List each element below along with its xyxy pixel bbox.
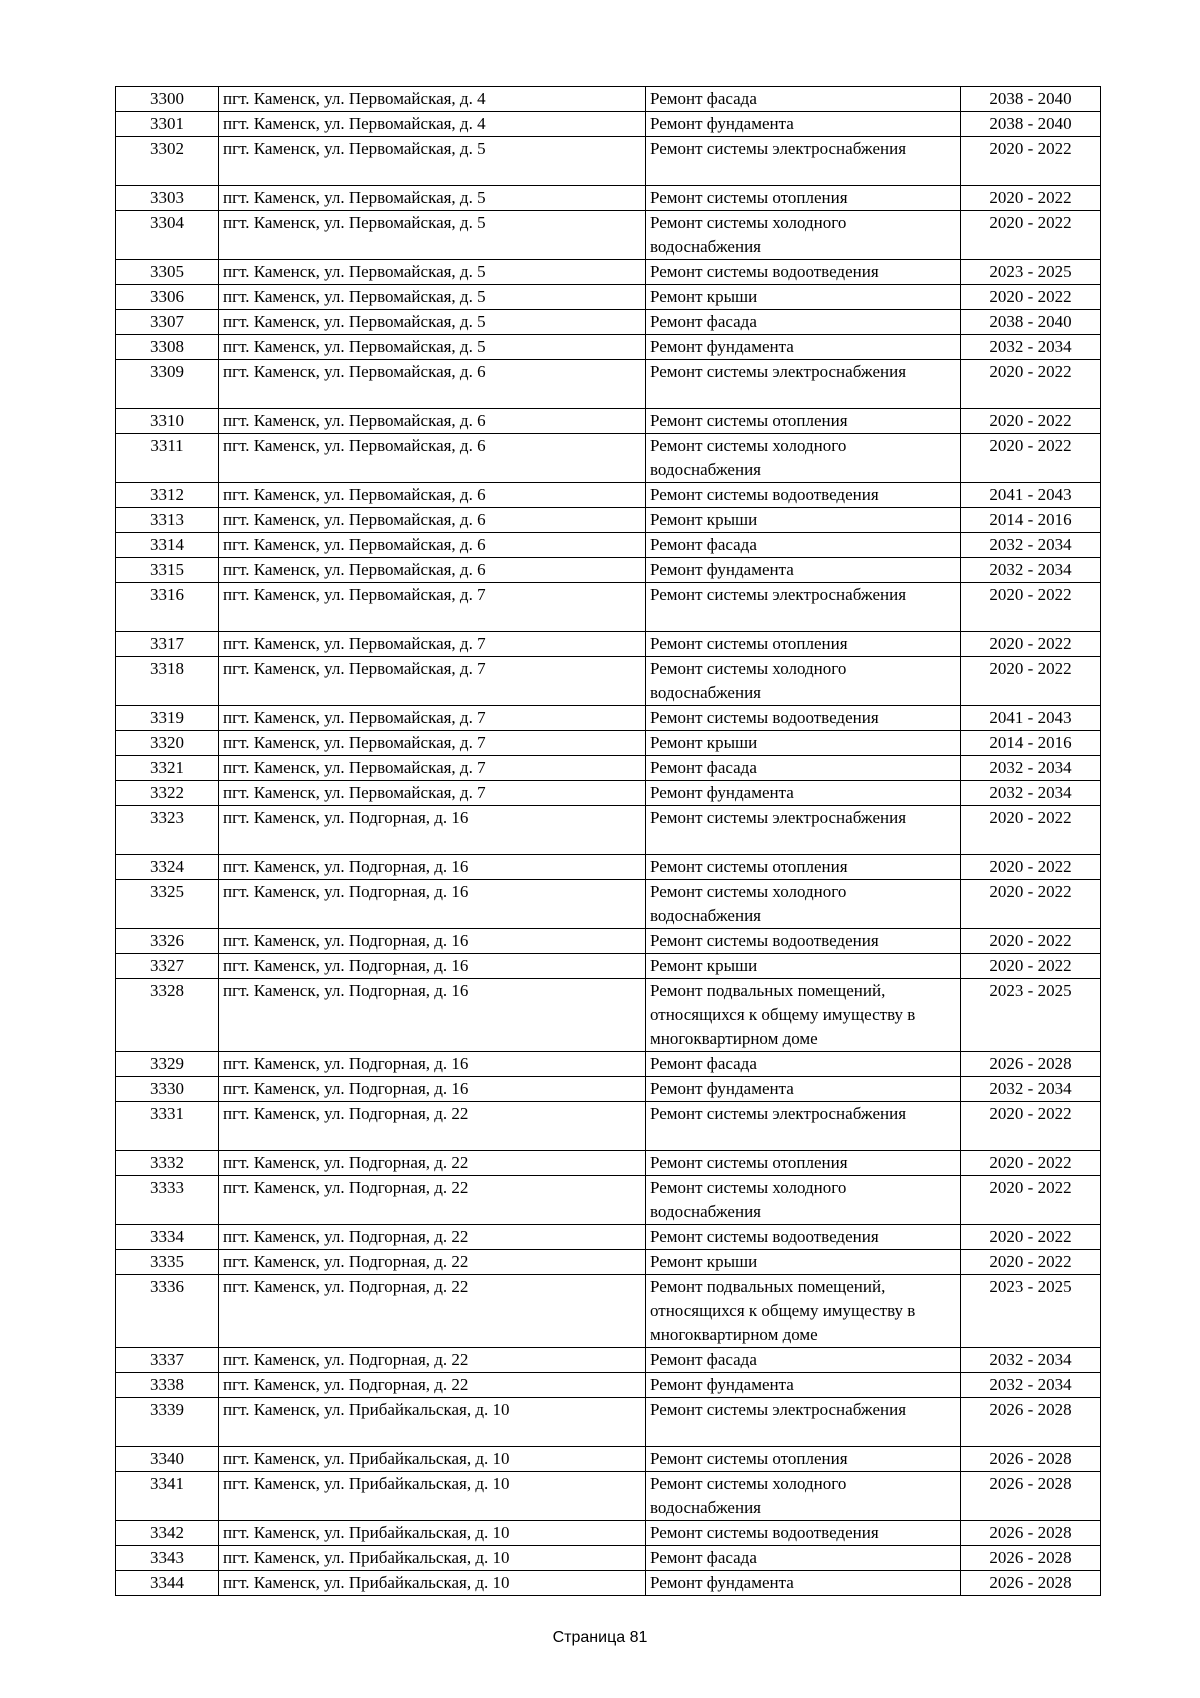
- table-row: [116, 335, 1101, 360]
- address-cell: пгт. Каменск, ул. Подгорная, д. 16: [219, 954, 646, 979]
- row-number-cell: 3320: [116, 731, 219, 756]
- row-number-cell: 3332: [116, 1151, 219, 1176]
- period-cell: 2020 - 2022: [961, 880, 1101, 929]
- work-type-cell: Ремонт системы отопления: [646, 186, 961, 211]
- period-cell: 2020 - 2022: [961, 186, 1101, 211]
- work-type-cell: Ремонт крыши: [646, 285, 961, 310]
- table-row: [116, 706, 1101, 731]
- address-cell: пгт. Каменск, ул. Первомайская, д. 5: [219, 186, 646, 211]
- work-type-cell: Ремонт системы холодного водоснабжения: [646, 1472, 961, 1521]
- address-cell: пгт. Каменск, ул. Первомайская, д. 6: [219, 483, 646, 508]
- address-cell: пгт. Каменск, ул. Подгорная, д. 22: [219, 1275, 646, 1348]
- repair-schedule-table: [115, 86, 1101, 1596]
- row-number-cell: 3323: [116, 806, 219, 855]
- work-type-cell: Ремонт фундамента: [646, 1571, 961, 1596]
- row-number-cell: 3342: [116, 1521, 219, 1546]
- work-type-cell: Ремонт системы отопления: [646, 409, 961, 434]
- row-number-cell: 3340: [116, 1447, 219, 1472]
- row-number-cell: 3307: [116, 310, 219, 335]
- table-row: [116, 1447, 1101, 1472]
- work-type-cell: Ремонт системы водоотведения: [646, 1521, 961, 1546]
- table-row: [116, 533, 1101, 558]
- table-row: [116, 1225, 1101, 1250]
- work-type-cell: Ремонт системы отопления: [646, 1447, 961, 1472]
- row-number-cell: 3300: [116, 87, 219, 112]
- table-row: [116, 1052, 1101, 1077]
- work-type-cell: Ремонт системы электроснабжения: [646, 1398, 961, 1447]
- address-cell: пгт. Каменск, ул. Подгорная, д. 16: [219, 855, 646, 880]
- address-cell: пгт. Каменск, ул. Первомайская, д. 6: [219, 409, 646, 434]
- table-row: [116, 1176, 1101, 1225]
- row-number-cell: 3316: [116, 583, 219, 632]
- row-number-cell: 3336: [116, 1275, 219, 1348]
- period-cell: 2032 - 2034: [961, 781, 1101, 806]
- table-row: [116, 1275, 1101, 1348]
- work-type-cell: Ремонт фасада: [646, 1052, 961, 1077]
- work-type-cell: Ремонт системы электроснабжения: [646, 806, 961, 855]
- address-cell: пгт. Каменск, ул. Первомайская, д. 6: [219, 533, 646, 558]
- table-row: [116, 583, 1101, 632]
- work-type-cell: Ремонт системы холодного водоснабжения: [646, 434, 961, 483]
- work-type-cell: Ремонт системы водоотведения: [646, 706, 961, 731]
- work-type-cell: Ремонт крыши: [646, 954, 961, 979]
- period-cell: 2020 - 2022: [961, 1102, 1101, 1151]
- row-number-cell: 3328: [116, 979, 219, 1052]
- work-type-cell: Ремонт системы отопления: [646, 855, 961, 880]
- work-type-cell: Ремонт системы водоотведения: [646, 1225, 961, 1250]
- period-cell: 2020 - 2022: [961, 954, 1101, 979]
- period-cell: 2020 - 2022: [961, 211, 1101, 260]
- row-number-cell: 3339: [116, 1398, 219, 1447]
- address-cell: пгт. Каменск, ул. Первомайская, д. 5: [219, 260, 646, 285]
- period-cell: 2020 - 2022: [961, 1250, 1101, 1275]
- table-row: [116, 310, 1101, 335]
- period-cell: 2032 - 2034: [961, 558, 1101, 583]
- address-cell: пгт. Каменск, ул. Первомайская, д. 5: [219, 335, 646, 360]
- address-cell: пгт. Каменск, ул. Первомайская, д. 4: [219, 87, 646, 112]
- row-number-cell: 3311: [116, 434, 219, 483]
- address-cell: пгт. Каменск, ул. Первомайская, д. 5: [219, 137, 646, 186]
- period-cell: 2020 - 2022: [961, 855, 1101, 880]
- row-number-cell: 3337: [116, 1348, 219, 1373]
- work-type-cell: Ремонт системы электроснабжения: [646, 360, 961, 409]
- address-cell: пгт. Каменск, ул. Первомайская, д. 7: [219, 632, 646, 657]
- table-row: [116, 1398, 1101, 1447]
- table-row: [116, 360, 1101, 409]
- work-type-cell: Ремонт системы водоотведения: [646, 483, 961, 508]
- address-cell: пгт. Каменск, ул. Подгорная, д. 22: [219, 1151, 646, 1176]
- address-cell: пгт. Каменск, ул. Первомайская, д. 6: [219, 558, 646, 583]
- address-cell: пгт. Каменск, ул. Первомайская, д. 7: [219, 781, 646, 806]
- address-cell: пгт. Каменск, ул. Первомайская, д. 4: [219, 112, 646, 137]
- table-row: [116, 1546, 1101, 1571]
- table-row: [116, 483, 1101, 508]
- table-row: [116, 1151, 1101, 1176]
- work-type-cell: Ремонт фундамента: [646, 1373, 961, 1398]
- period-cell: 2026 - 2028: [961, 1398, 1101, 1447]
- work-type-cell: Ремонт фасада: [646, 1546, 961, 1571]
- address-cell: пгт. Каменск, ул. Первомайская, д. 7: [219, 731, 646, 756]
- row-number-cell: 3324: [116, 855, 219, 880]
- address-cell: пгт. Каменск, ул. Прибайкальская, д. 10: [219, 1521, 646, 1546]
- work-type-cell: Ремонт системы отопления: [646, 632, 961, 657]
- work-type-cell: Ремонт фундамента: [646, 781, 961, 806]
- work-type-cell: Ремонт системы холодного водоснабжения: [646, 1176, 961, 1225]
- address-cell: пгт. Каменск, ул. Подгорная, д. 22: [219, 1176, 646, 1225]
- address-cell: пгт. Каменск, ул. Подгорная, д. 22: [219, 1348, 646, 1373]
- work-type-cell: Ремонт фундамента: [646, 112, 961, 137]
- period-cell: 2020 - 2022: [961, 285, 1101, 310]
- period-cell: 2023 - 2025: [961, 260, 1101, 285]
- period-cell: 2020 - 2022: [961, 632, 1101, 657]
- table-row: [116, 1472, 1101, 1521]
- row-number-cell: 3343: [116, 1546, 219, 1571]
- address-cell: пгт. Каменск, ул. Первомайская, д. 5: [219, 285, 646, 310]
- work-type-cell: Ремонт системы холодного водоснабжения: [646, 211, 961, 260]
- table-row: [116, 1571, 1101, 1596]
- address-cell: пгт. Каменск, ул. Прибайкальская, д. 10: [219, 1472, 646, 1521]
- table-row: [116, 632, 1101, 657]
- period-cell: 2014 - 2016: [961, 508, 1101, 533]
- table-row: [116, 1077, 1101, 1102]
- work-type-cell: Ремонт системы электроснабжения: [646, 1102, 961, 1151]
- table-row: [116, 929, 1101, 954]
- table-row: [116, 285, 1101, 310]
- address-cell: пгт. Каменск, ул. Подгорная, д. 16: [219, 1077, 646, 1102]
- table-row: [116, 434, 1101, 483]
- work-type-cell: Ремонт фундамента: [646, 558, 961, 583]
- work-type-cell: Ремонт системы электроснабжения: [646, 583, 961, 632]
- row-number-cell: 3315: [116, 558, 219, 583]
- period-cell: 2023 - 2025: [961, 1275, 1101, 1348]
- row-number-cell: 3325: [116, 880, 219, 929]
- row-number-cell: 3303: [116, 186, 219, 211]
- table-row: [116, 880, 1101, 929]
- period-cell: 2026 - 2028: [961, 1052, 1101, 1077]
- row-number-cell: 3310: [116, 409, 219, 434]
- period-cell: 2020 - 2022: [961, 409, 1101, 434]
- table-row: [116, 211, 1101, 260]
- table-row: [116, 781, 1101, 806]
- table-row: [116, 954, 1101, 979]
- period-cell: 2041 - 2043: [961, 706, 1101, 731]
- table-row: [116, 1521, 1101, 1546]
- address-cell: пгт. Каменск, ул. Подгорная, д. 22: [219, 1373, 646, 1398]
- period-cell: 2032 - 2034: [961, 335, 1101, 360]
- period-cell: 2026 - 2028: [961, 1447, 1101, 1472]
- address-cell: пгт. Каменск, ул. Подгорная, д. 22: [219, 1102, 646, 1151]
- address-cell: пгт. Каменск, ул. Подгорная, д. 16: [219, 929, 646, 954]
- period-cell: 2026 - 2028: [961, 1571, 1101, 1596]
- row-number-cell: 3318: [116, 657, 219, 706]
- row-number-cell: 3302: [116, 137, 219, 186]
- row-number-cell: 3322: [116, 781, 219, 806]
- address-cell: пгт. Каменск, ул. Первомайская, д. 5: [219, 310, 646, 335]
- page-number: Страница 81: [552, 1629, 648, 1646]
- address-cell: пгт. Каменск, ул. Прибайкальская, д. 10: [219, 1447, 646, 1472]
- row-number-cell: 3335: [116, 1250, 219, 1275]
- work-type-cell: Ремонт фасада: [646, 1348, 961, 1373]
- address-cell: пгт. Каменск, ул. Подгорная, д. 16: [219, 880, 646, 929]
- row-number-cell: 3321: [116, 756, 219, 781]
- period-cell: 2032 - 2034: [961, 1077, 1101, 1102]
- address-cell: пгт. Каменск, ул. Прибайкальская, д. 10: [219, 1546, 646, 1571]
- table-row: [116, 855, 1101, 880]
- row-number-cell: 3313: [116, 508, 219, 533]
- period-cell: 2026 - 2028: [961, 1546, 1101, 1571]
- row-number-cell: 3333: [116, 1176, 219, 1225]
- table-row: [116, 657, 1101, 706]
- address-cell: пгт. Каменск, ул. Первомайская, д. 6: [219, 508, 646, 533]
- table-row: [116, 756, 1101, 781]
- period-cell: 2032 - 2034: [961, 533, 1101, 558]
- address-cell: пгт. Каменск, ул. Первомайская, д. 7: [219, 756, 646, 781]
- address-cell: пгт. Каменск, ул. Первомайская, д. 7: [219, 583, 646, 632]
- period-cell: 2014 - 2016: [961, 731, 1101, 756]
- table-row: [116, 558, 1101, 583]
- row-number-cell: 3309: [116, 360, 219, 409]
- period-cell: 2023 - 2025: [961, 979, 1101, 1052]
- work-type-cell: Ремонт системы водоотведения: [646, 929, 961, 954]
- work-type-cell: Ремонт системы отопления: [646, 1151, 961, 1176]
- row-number-cell: 3327: [116, 954, 219, 979]
- row-number-cell: 3344: [116, 1571, 219, 1596]
- row-number-cell: 3301: [116, 112, 219, 137]
- address-cell: пгт. Каменск, ул. Прибайкальская, д. 10: [219, 1398, 646, 1447]
- period-cell: 2038 - 2040: [961, 87, 1101, 112]
- period-cell: 2020 - 2022: [961, 360, 1101, 409]
- address-cell: пгт. Каменск, ул. Первомайская, д. 6: [219, 360, 646, 409]
- period-cell: 2032 - 2034: [961, 1373, 1101, 1398]
- work-type-cell: Ремонт фасада: [646, 87, 961, 112]
- period-cell: 2041 - 2043: [961, 483, 1101, 508]
- row-number-cell: 3306: [116, 285, 219, 310]
- table-row: [116, 137, 1101, 186]
- address-cell: пгт. Каменск, ул. Первомайская, д. 7: [219, 706, 646, 731]
- work-type-cell: Ремонт системы холодного водоснабжения: [646, 657, 961, 706]
- period-cell: 2020 - 2022: [961, 1176, 1101, 1225]
- row-number-cell: 3329: [116, 1052, 219, 1077]
- row-number-cell: 3326: [116, 929, 219, 954]
- period-cell: 2032 - 2034: [961, 1348, 1101, 1373]
- table-row: [116, 260, 1101, 285]
- table-row: [116, 979, 1101, 1052]
- table-row: [116, 1102, 1101, 1151]
- address-cell: пгт. Каменск, ул. Подгорная, д. 16: [219, 979, 646, 1052]
- period-cell: 2038 - 2040: [961, 112, 1101, 137]
- row-number-cell: 3331: [116, 1102, 219, 1151]
- row-number-cell: 3304: [116, 211, 219, 260]
- table-row: [116, 1348, 1101, 1373]
- table-row: [116, 508, 1101, 533]
- period-cell: 2020 - 2022: [961, 929, 1101, 954]
- table-row: [116, 731, 1101, 756]
- period-cell: 2020 - 2022: [961, 583, 1101, 632]
- work-type-cell: Ремонт подвальных помещений, относящихся к общему имуществу в многоквартирном доме: [646, 979, 961, 1052]
- row-number-cell: 3341: [116, 1472, 219, 1521]
- work-type-cell: Ремонт крыши: [646, 508, 961, 533]
- table-row: [116, 87, 1101, 112]
- address-cell: пгт. Каменск, ул. Прибайкальская, д. 10: [219, 1571, 646, 1596]
- period-cell: 2026 - 2028: [961, 1472, 1101, 1521]
- period-cell: 2020 - 2022: [961, 806, 1101, 855]
- period-cell: 2020 - 2022: [961, 657, 1101, 706]
- work-type-cell: Ремонт крыши: [646, 731, 961, 756]
- address-cell: пгт. Каменск, ул. Первомайская, д. 7: [219, 657, 646, 706]
- address-cell: пгт. Каменск, ул. Первомайская, д. 6: [219, 434, 646, 483]
- table-row: [116, 806, 1101, 855]
- table-row: [116, 1373, 1101, 1398]
- table-row: [116, 1250, 1101, 1275]
- period-cell: 2020 - 2022: [961, 434, 1101, 483]
- table-row: [116, 409, 1101, 434]
- work-type-cell: Ремонт подвальных помещений, относящихся к общему имуществу в многоквартирном доме: [646, 1275, 961, 1348]
- work-type-cell: Ремонт фундамента: [646, 1077, 961, 1102]
- row-number-cell: 3314: [116, 533, 219, 558]
- work-type-cell: Ремонт фасада: [646, 756, 961, 781]
- period-cell: 2020 - 2022: [961, 1151, 1101, 1176]
- row-number-cell: 3338: [116, 1373, 219, 1398]
- table-row: [116, 112, 1101, 137]
- period-cell: 2032 - 2034: [961, 756, 1101, 781]
- table-row: [116, 186, 1101, 211]
- period-cell: 2026 - 2028: [961, 1521, 1101, 1546]
- address-cell: пгт. Каменск, ул. Подгорная, д. 22: [219, 1250, 646, 1275]
- address-cell: пгт. Каменск, ул. Подгорная, д. 22: [219, 1225, 646, 1250]
- work-type-cell: Ремонт системы водоотведения: [646, 260, 961, 285]
- work-type-cell: Ремонт фундамента: [646, 335, 961, 360]
- work-type-cell: Ремонт системы электроснабжения: [646, 137, 961, 186]
- table-body: [116, 87, 1101, 1596]
- row-number-cell: 3334: [116, 1225, 219, 1250]
- address-cell: пгт. Каменск, ул. Подгорная, д. 16: [219, 806, 646, 855]
- row-number-cell: 3312: [116, 483, 219, 508]
- row-number-cell: 3305: [116, 260, 219, 285]
- work-type-cell: Ремонт фасада: [646, 310, 961, 335]
- row-number-cell: 3319: [116, 706, 219, 731]
- work-type-cell: Ремонт крыши: [646, 1250, 961, 1275]
- row-number-cell: 3317: [116, 632, 219, 657]
- row-number-cell: 3330: [116, 1077, 219, 1102]
- row-number-cell: 3308: [116, 335, 219, 360]
- period-cell: 2020 - 2022: [961, 1225, 1101, 1250]
- period-cell: 2038 - 2040: [961, 310, 1101, 335]
- address-cell: пгт. Каменск, ул. Подгорная, д. 16: [219, 1052, 646, 1077]
- address-cell: пгт. Каменск, ул. Первомайская, д. 5: [219, 211, 646, 260]
- work-type-cell: Ремонт фасада: [646, 533, 961, 558]
- work-type-cell: Ремонт системы холодного водоснабжения: [646, 880, 961, 929]
- period-cell: 2020 - 2022: [961, 137, 1101, 186]
